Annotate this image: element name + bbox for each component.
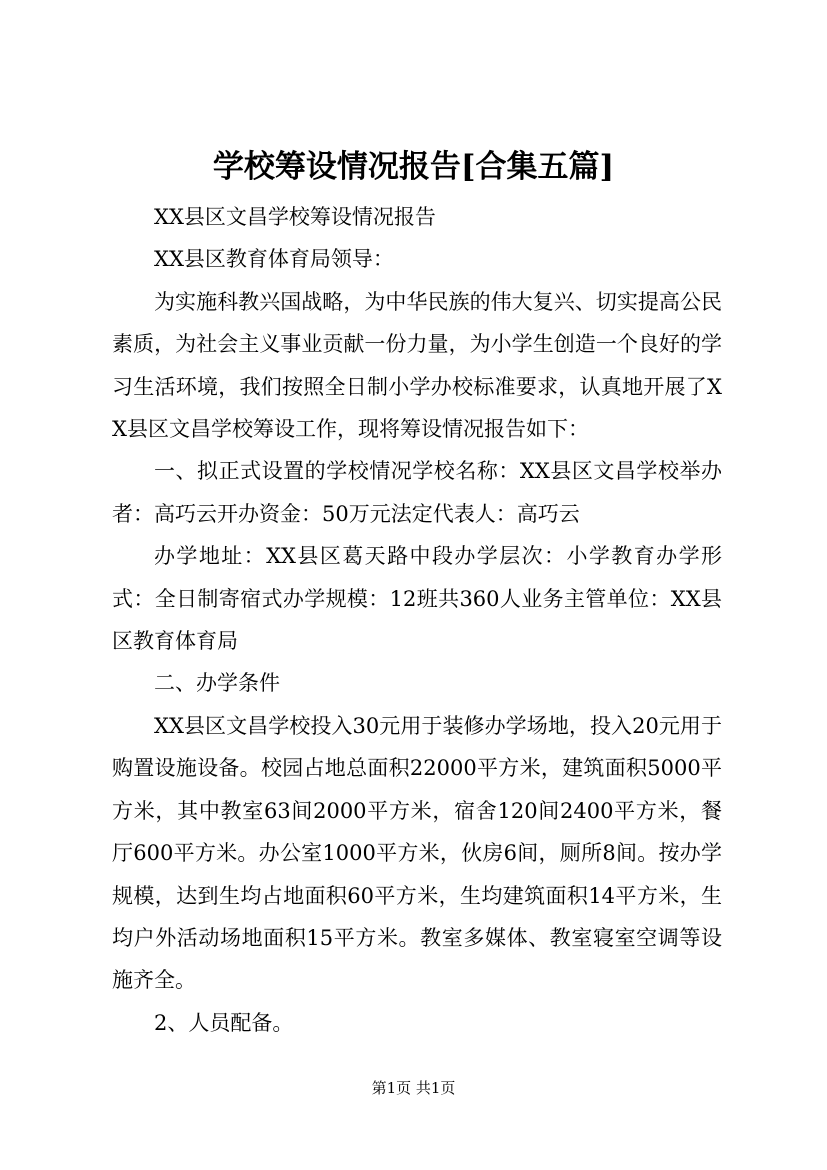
document-title: 学校筹设情况报告[合集五篇]	[212, 149, 615, 185]
paragraph-intro: 为实施科教兴国战略，为中华民族的伟大复兴、切实提高公民素质，为社会主义事业贡献一份力量，为小学生创造一个良好的学习生活环境，我们按照全日制小学办校标准要求，认真地开展了XX县区文昌学校筹设工作，现将筹设情况报告如下：	[112, 289, 722, 442]
paragraph-school-address: 办学地址：XX县区葛天路中段办学层次：小学教育办学形式：全日制寄宿式办学规模：12班共360人业务主管单位：XX县区教育体育局	[112, 544, 722, 654]
page-footer: 第1页 共1页	[371, 1079, 456, 1097]
paragraph-school-info: 一、拟正式设置的学校情况学校名称：XX县区文昌学校举办者：高巧云开办资金：50万元法定代表人：高巧云	[112, 459, 722, 526]
document-body	[112, 196, 722, 1044]
paragraph-section-conditions: 二、办学条件	[154, 671, 280, 696]
paragraph-report-heading: XX县区文昌学校筹设情况报告	[154, 205, 436, 229]
paragraph-conditions-detail: XX县区文昌学校投入30元用于装修办学场地，投入20元用于购置设施设备。校园占地总面积22000平方米，建筑面积5000平方米，其中教室63间2000平方米，宿舍120间2400平方米，餐厅600平方米。办公室1000平方米，伙房6间，厕所8间。按办学规模，达到生均占地面积60平方米，生均建筑面积14平方米，生均户外活动场地面积15平方米。教室多媒体、教室寝室空调等设施齐全。	[112, 713, 722, 993]
paragraph-salutation: XX县区教育体育局领导：	[154, 247, 394, 272]
paragraph-staffing: 2、人员配备。	[154, 1010, 294, 1035]
